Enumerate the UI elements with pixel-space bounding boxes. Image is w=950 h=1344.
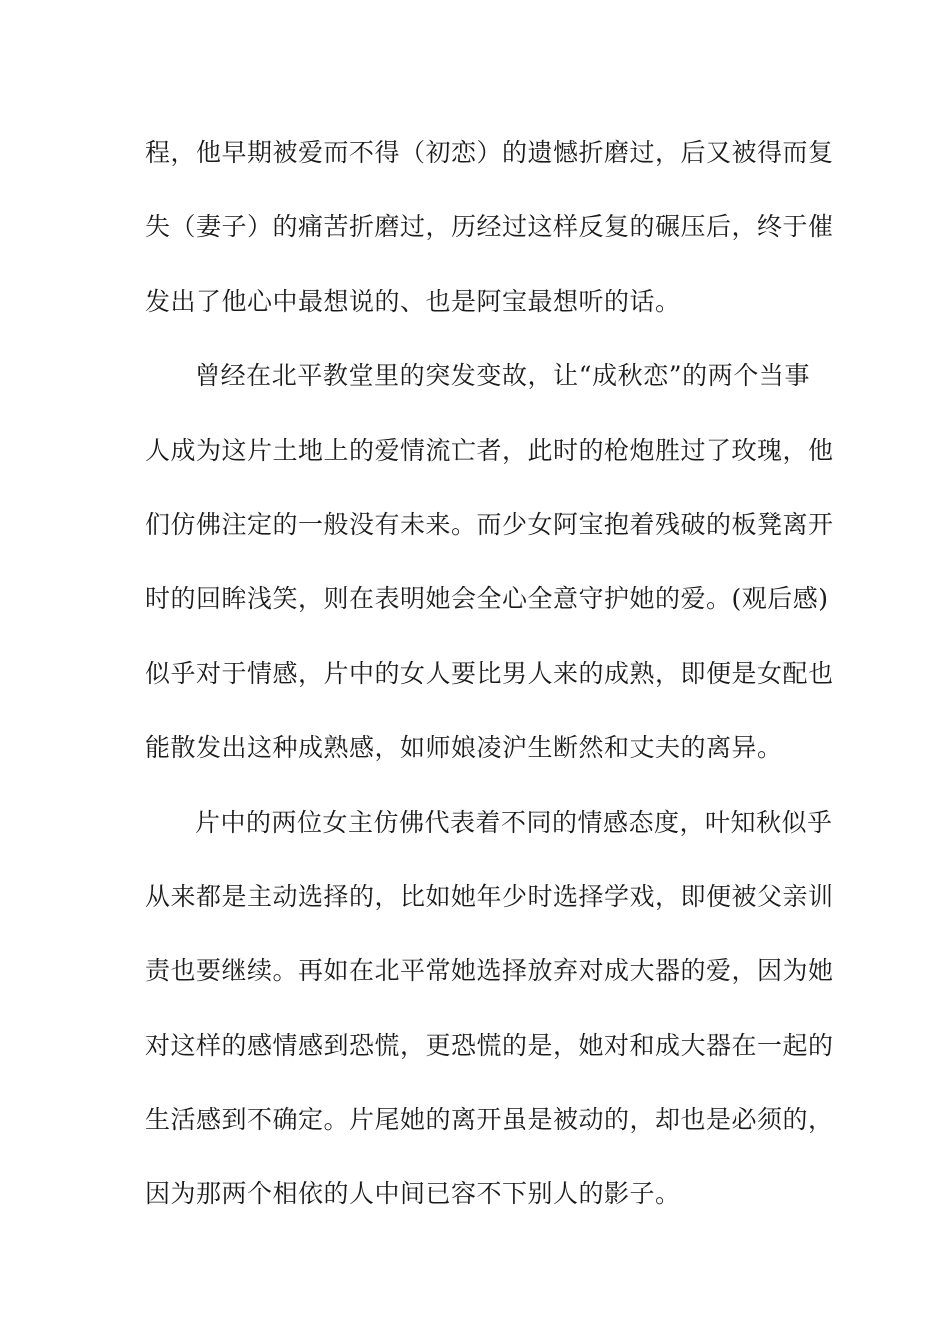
text-line: 发出了他心中最想说的、也是阿宝最想听的话。 [145,286,681,316]
text-line: 责也要继续。再如在北平常她选择放弃对成大器的爱，因为她 [145,956,834,986]
text-line: 生活感到不确定。片尾她的离开虽是被动的，却也是必须的， [145,1105,834,1135]
text-line: 似乎对于情感，片中的女人要比男人来的成熟，即便是女配也 [145,658,834,688]
text-line: 程，他早期被爱而不得（初恋）的遗憾折磨过，后又被得而复 [145,138,834,167]
text-line: 从来都是主动选择的，比如她年少时选择学戏，即便被父亲训 [145,881,834,911]
text-line: 因为那两个相依的人中间已容不下别人的影子。 [145,1179,681,1209]
body-text [145,127,834,1243]
text-line: 曾经在北平教堂里的突发变故，让“成秋恋”的两个当事 [195,361,810,391]
text-line: 片中的两位女主仿佛代表着不同的情感态度，叶知秋似乎 [195,807,833,837]
text-line: 人成为这片土地上的爱情流亡者，此时的枪炮胜过了玫瑰，他 [145,435,834,465]
text-line: 们仿佛注定的一般没有未来。而少女阿宝抱着残破的板凳离开 [145,509,834,539]
text-line: 失（妻子）的痛苦折磨过，历经过这样反复的碾压后，终于催 [145,212,834,242]
text-line: 对这样的感情感到恐慌，更恐慌的是，她对和成大器在一起的 [145,1030,834,1060]
text-line: 能散发出这种成熟感，如师娘凌沪生断然和丈夫的离异。 [145,733,783,763]
text-line: 时的回眸浅笑，则在表明她会全心全意守护她的爱。(观后感) [145,584,829,614]
